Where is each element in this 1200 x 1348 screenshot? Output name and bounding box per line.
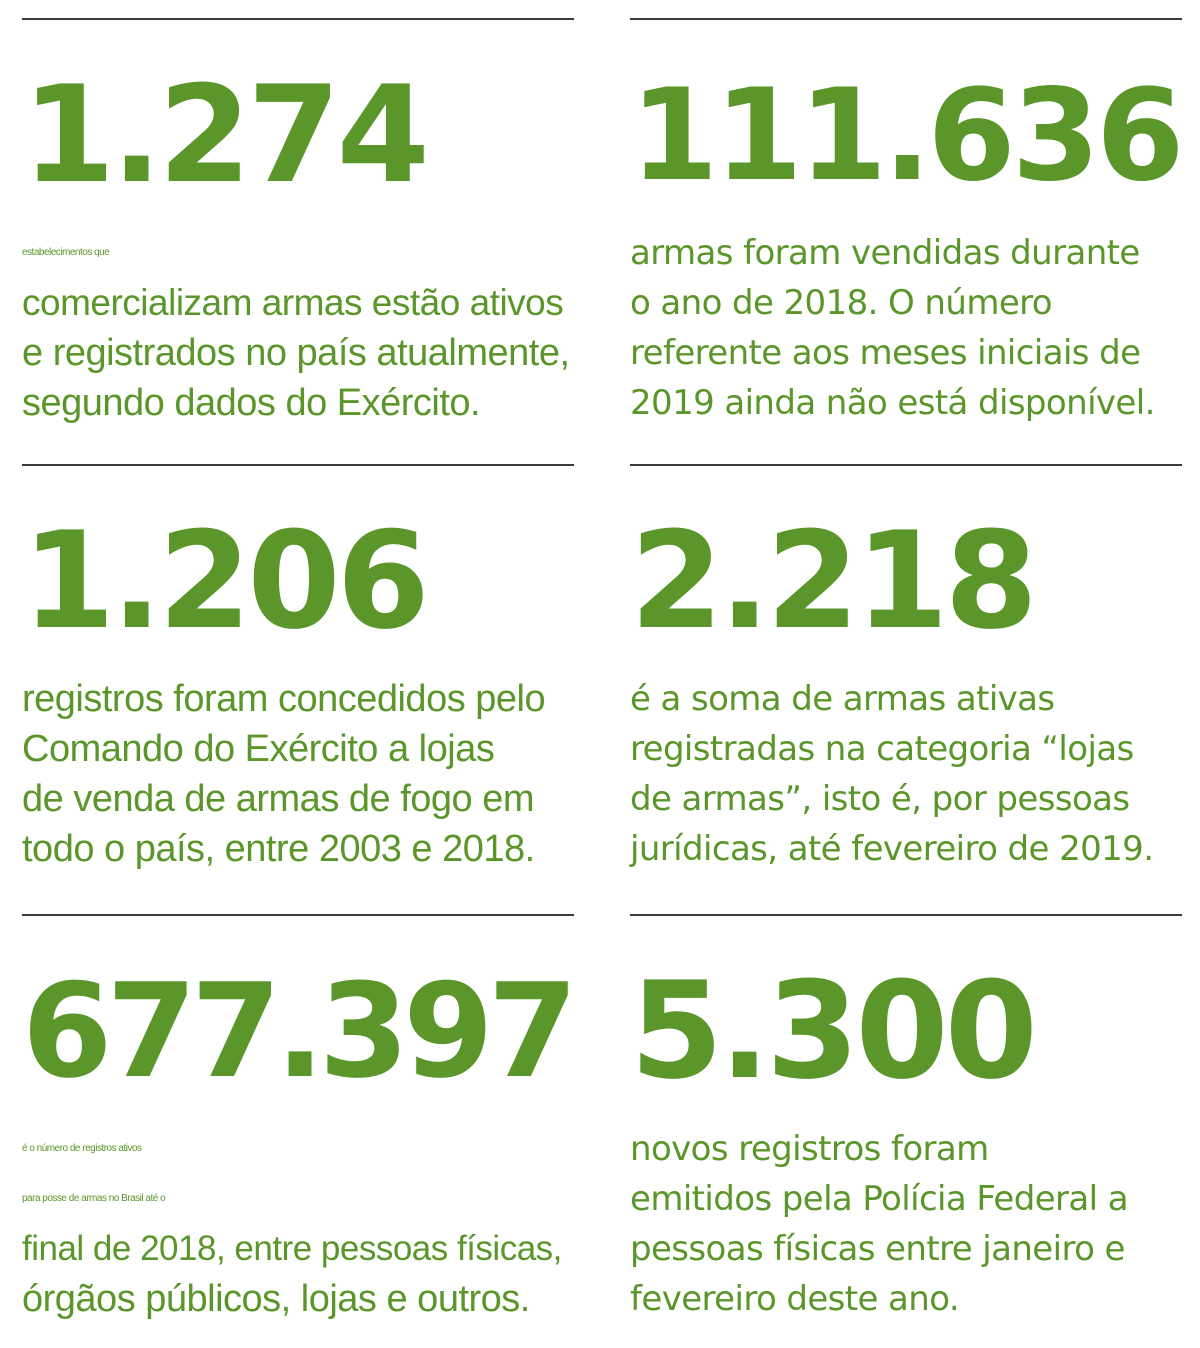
stat-description: [22, 228, 570, 428]
stat-description-line: jurídicas, até fevereiro de 2019.: [630, 829, 1154, 869]
stat-number: 1.274: [22, 57, 426, 213]
stat-description-line: órgãos públicos, lojas e outros.: [22, 1278, 530, 1320]
stat-description-line: de armas”, isto é, por pessoas: [630, 779, 1130, 819]
stat-description-line: pessoas físicas entre janeiro e: [630, 1229, 1125, 1269]
stat-description: [630, 228, 1155, 428]
stat-description-line: referente aos meses iniciais de: [630, 333, 1141, 373]
stat-description-line: novos registros foram: [630, 1129, 989, 1169]
stat-number: 5.300: [630, 953, 1034, 1109]
divider: [630, 18, 1182, 20]
stat-number: 111.636: [630, 61, 1181, 209]
stat-description-line: e registrados no país atualmente,: [22, 332, 570, 374]
stat-description-line: para posse de armas no Brasil até o: [22, 1193, 166, 1204]
stat-description-line: comercializam armas estão ativos: [22, 282, 564, 323]
divider: [630, 464, 1182, 466]
stat-description-line: Comando do Exército a lojas: [22, 728, 495, 770]
stat-description-line: fevereiro deste ano.: [630, 1279, 960, 1319]
stat-number: 677.397: [22, 955, 573, 1107]
divider: [22, 914, 574, 916]
stat-description-line: estabelecimentos que: [22, 247, 110, 258]
stat-description-line: registros foram concedidos pelo: [22, 678, 546, 720]
stat-description-line: o ano de 2018. O número: [630, 283, 1052, 323]
stat-description-line: registradas na categoria “lojas: [630, 729, 1134, 769]
stat-description-line: é a soma de armas ativas: [630, 679, 1055, 719]
stat-description: [630, 1124, 1128, 1324]
stat-description-line: final de 2018, entre pessoas físicas,: [22, 1229, 562, 1268]
stat-description-line: de venda de armas de fogo em: [22, 778, 535, 820]
stat-description: [22, 1124, 562, 1324]
stat-description: [630, 674, 1153, 874]
stat-description-line: 2019 ainda não está disponível.: [630, 383, 1155, 423]
stat-number: 2.218: [630, 503, 1034, 659]
stat-number: 1.206: [22, 503, 426, 659]
divider: [22, 464, 574, 466]
stat-description-line: todo o país, entre 2003 e 2018.: [22, 828, 535, 870]
divider: [22, 18, 574, 20]
stat-description-line: emitidos pela Polícia Federal a: [630, 1179, 1128, 1219]
stat-description: [22, 674, 545, 874]
stat-description-line: segundo dados do Exército.: [22, 382, 481, 424]
divider: [630, 914, 1182, 916]
stat-description-line: armas foram vendidas durante: [630, 233, 1140, 273]
stat-description-line: é o número de registros ativos: [22, 1143, 142, 1154]
